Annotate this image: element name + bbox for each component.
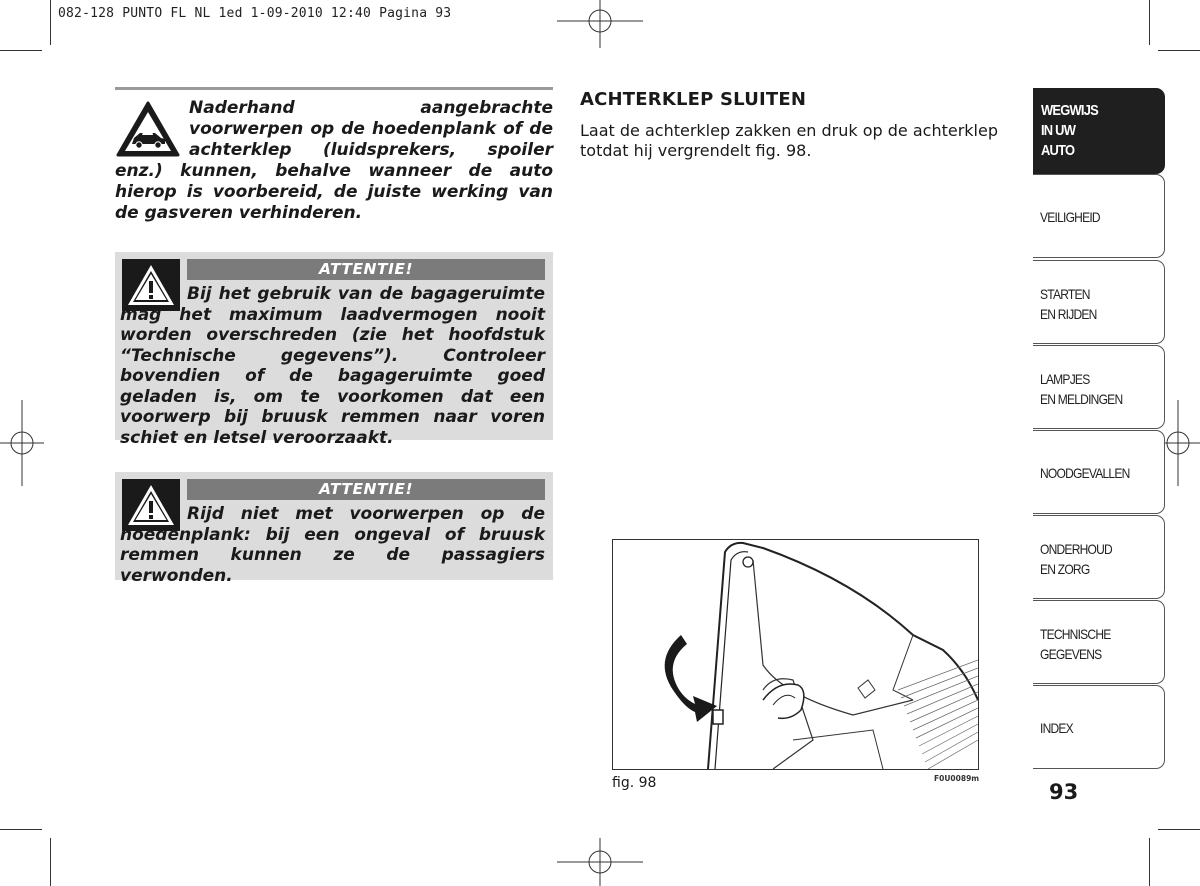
tab-label: EN ZORG: [1040, 561, 1090, 577]
crop-mark-top-right-h: [1158, 50, 1200, 51]
tab-label: EN MELDINGEN: [1040, 391, 1123, 407]
luggage-note: [115, 98, 553, 224]
warning-box-1: [115, 252, 553, 448]
section-rule: [115, 87, 553, 90]
car-luggage-warning-icon: [115, 100, 181, 158]
tab-noodgevallen[interactable]: [1033, 430, 1165, 514]
tab-label: TECHNISCHE: [1040, 626, 1111, 642]
tab-veiligheid[interactable]: [1033, 174, 1165, 258]
tab-label: IN UW: [1041, 122, 1076, 139]
tab-label: NOODGEVALLEN: [1040, 465, 1130, 481]
crop-mark-bottom-right-v: [1149, 838, 1150, 886]
crop-mark-bottom-right-h: [1158, 829, 1200, 830]
registration-mark-top: [557, 0, 643, 52]
registration-mark-left: [0, 400, 44, 486]
tab-label: AUTO: [1041, 142, 1075, 159]
crop-mark-top-left-v: [50, 0, 51, 45]
warning-title: ATTENTIE!: [187, 259, 545, 280]
section-title: ACHTERKLEP SLUITEN: [580, 89, 807, 110]
warning-box-2: [115, 472, 553, 586]
figure-tailgate-illustration: [612, 539, 979, 770]
tab-onderhoud[interactable]: [1033, 515, 1165, 599]
tab-technische-gegevens[interactable]: [1033, 600, 1165, 684]
tailgate-drawing: [613, 540, 978, 769]
section-body: Laat de achterklep zakken en druk op de achterklep totdat hij vergrendelt fig. 98.: [580, 121, 998, 160]
note-text: Naderhand aangebrachte voorwerpen op de hoedenplank of de achterklep (luidsprekers, spoiler enz.) kunnen, behalve wanneer de auto hierop is voorbereid, de juiste werking van de gasveren verhinderen.: [115, 98, 553, 223]
tab-starten[interactable]: [1033, 260, 1165, 344]
tab-index[interactable]: [1033, 685, 1165, 769]
crop-mark-top-left-h: [0, 50, 42, 51]
warning-title: ATTENTIE!: [187, 479, 545, 500]
tab-label: VEILIGHEID: [1040, 209, 1100, 225]
warning-text: Bij het gebruik van de bagageruimte mag het maximum laadvermogen nooit worden overschreden (zie het hoofdstuk “Technische gegevens”). Controleer bovendien of de bagageruimte goed geladen is, om te voorkomen dat een voorwerp bij bruusk remmen naar voren schiet en letsel veroorzaakt.: [120, 284, 545, 448]
tab-label: ONDERHOUD: [1040, 541, 1112, 557]
tab-label: EN RIJDEN: [1040, 306, 1097, 322]
print-header: 082-128 PUNTO FL NL 1ed 1-09-2010 12:40 Pagina 93: [58, 6, 452, 21]
crop-mark-top-right-v: [1149, 0, 1150, 45]
tab-label: INDEX: [1040, 720, 1073, 736]
crop-mark-bottom-left-v: [50, 838, 51, 886]
tab-label: LAMPJES: [1040, 371, 1090, 387]
crop-mark-bottom-left-h: [0, 829, 42, 830]
tab-label: WEGWIJS: [1041, 102, 1098, 119]
figure-code: F0U0089m: [934, 774, 980, 783]
tab-label: GEGEVENS: [1040, 646, 1102, 662]
figure-caption: fig. 98: [612, 775, 657, 791]
tab-lampjes[interactable]: [1033, 345, 1165, 429]
page-number: 93: [1049, 780, 1079, 804]
warning-text: Rijd niet met voorwerpen op de hoedenplank: bij een ongeval of bruusk remmen kunnen ze de passagiers verwonden.: [120, 504, 545, 586]
registration-mark-bottom: [557, 836, 643, 886]
tab-label: STARTEN: [1040, 286, 1090, 302]
tab-wegwijs[interactable]: [1033, 88, 1165, 174]
